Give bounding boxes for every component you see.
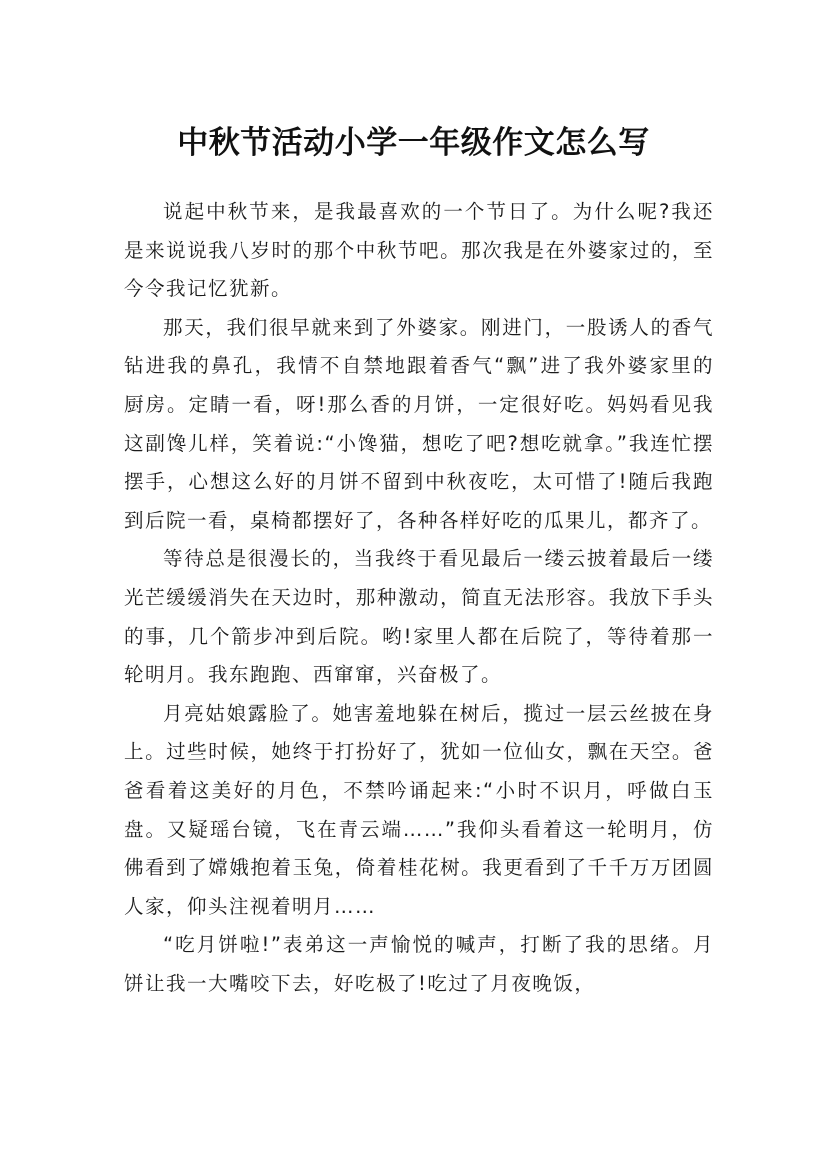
paragraph-3: 等待总是很漫长的，当我终于看见最后一缕云披着最后一缕光芒缓缓消失在天边时，那种激动，简直无法形容。我放下手头的事，几个箭步冲到后院。哟!家里人都在后院了，等待着那一轮明月。我东跑跑、西窜窜，兴奋极了。 [124,547,714,687]
paragraph-4: 月亮姑娘露脸了。她害羞地躲在树后，揽过一层云丝披在身上。过些时候，她终于打扮好了，犹如一位仙女，飘在天空。爸爸看着这美好的月色，不禁吟诵起来:“小时不识月，呼做白玉盘。又疑瑶台镜，飞在青云端……”我仰头看着这一轮明月，仿佛看到了嫦娥抱着玉兔，倚着桂花树。我更看到了千千万万团圆人家，仰头注视着明月…… [124,701,714,918]
paragraph-1: 说起中秋节来，是我最喜欢的一个节日了。为什么呢?我还是来说说我八岁时的那个中秋节吧。那次我是在外婆家过的，至今令我记忆犹新。 [124,200,714,301]
paragraph-2: 那天，我们很早就来到了外婆家。刚进门，一股诱人的香气钻进我的鼻孔，我情不自禁地跟着香气“飘”进了我外婆家里的厨房。定睛一看，呀!那么香的月饼，一定很好吃。妈妈看见我这副馋儿样，笑着说:“小馋猫，想吃了吧?想吃就拿。”我连忙摆摆手，心想这么好的月饼不留到中秋夜吃，太可惜了!随后我跑到后院一看，桌椅都摆好了，各种各样好吃的瓜果儿，都齐了。 [124,315,714,532]
page-title: 中秋节活动小学一年级作文怎么写 [177,124,650,161]
paragraph-5: “吃月饼啦!”表弟这一声愉悦的喊声，打断了我的思绪。月饼让我一大嘴咬下去，好吃极了!吃过了月夜晚饭， [124,933,714,995]
essay-body [124,193,714,1003]
